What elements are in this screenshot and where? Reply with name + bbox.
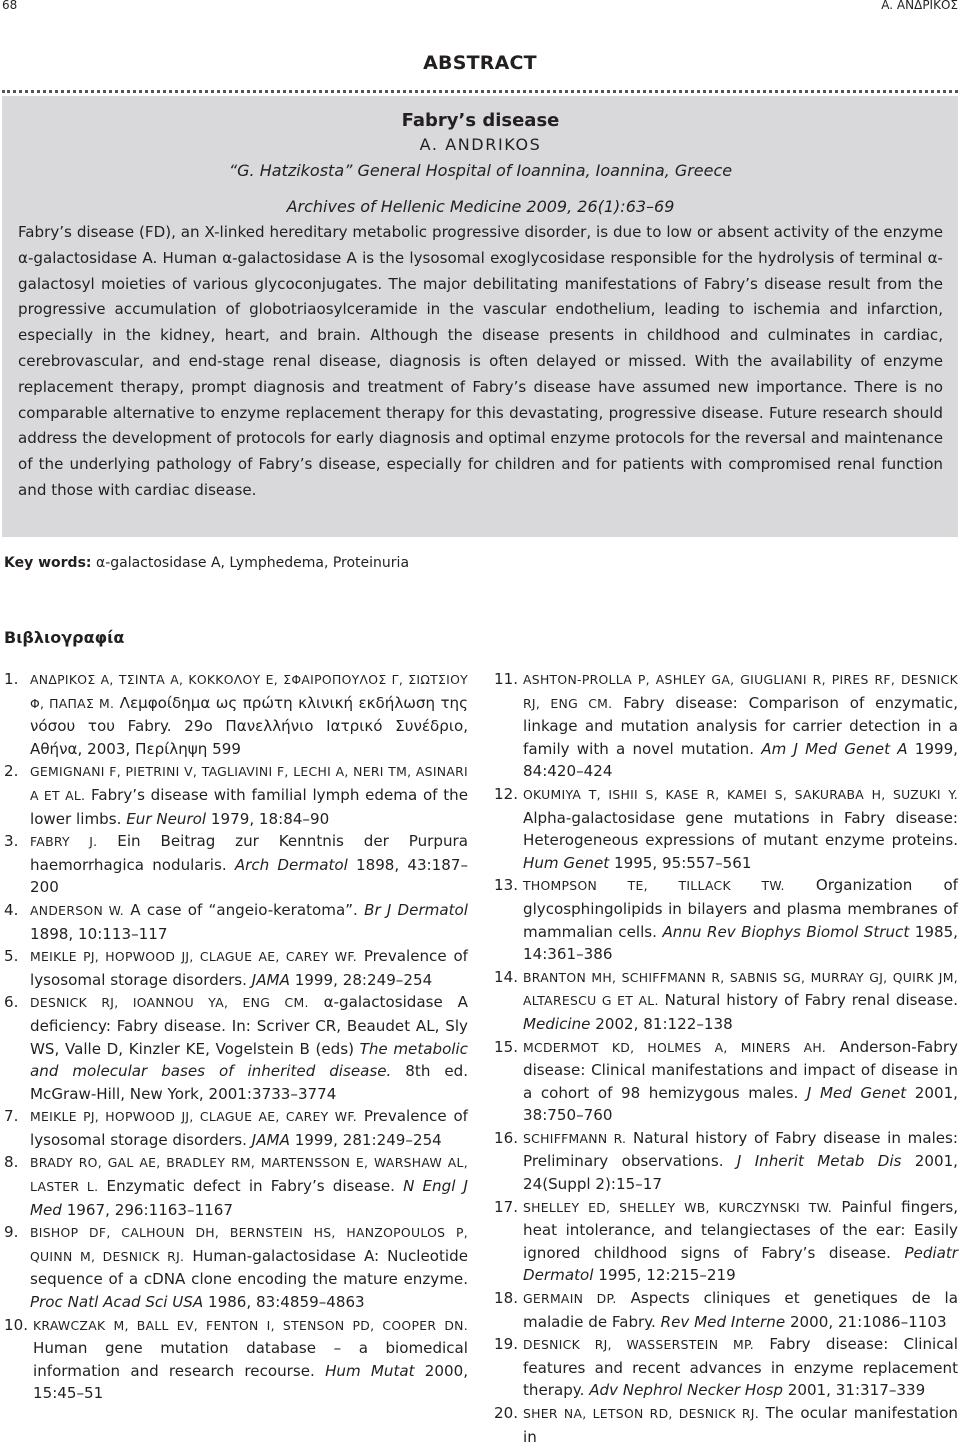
reference-item	[494, 1196, 958, 1287]
reference-details: 1999, 84:420–424	[523, 739, 958, 781]
reference-details: 1967, 296:1163–1167	[66, 1200, 233, 1219]
reference-number: 12.	[494, 784, 519, 803]
reference-journal: N Engl J Med	[30, 1177, 468, 1219]
reference-title: Fabry’s disease with familial lymph edema of the lower limbs.	[30, 785, 468, 828]
reference-details: 1995, 95:557–561	[613, 853, 752, 872]
reference-journal: Adv Nephrol Necker Hosp	[589, 1381, 783, 1400]
reference-details: 2000, 21:1086–1103	[789, 1312, 947, 1331]
reference-authors: MCDERMOT KD, HOLMES A, MINERS AH.	[523, 1039, 826, 1055]
keywords-label: Key words:	[4, 555, 92, 571]
keywords	[4, 554, 409, 572]
reference-number: 2.	[4, 762, 19, 781]
reference-details: 1999, 281:249–254	[294, 1130, 442, 1149]
reference-details: 2001, 31:317–339	[787, 1381, 926, 1400]
reference-title: A case of “angeio-keratoma”.	[130, 900, 358, 919]
reference-authors: BRANTON MH, SCHIFFMANN R, SABNIS SG, MURRAY GJ, QUIRK JM, ALTARESCU G ET AL.	[523, 969, 958, 1009]
reference-title: Enzymatic defect in Fabry’s disease.	[106, 1177, 395, 1196]
running-header	[0, 0, 960, 14]
reference-authors: SHER NA, LETSON RD, DESNICK RJ.	[523, 1406, 759, 1421]
reference-title: Ein Beitrag zur Kenntnis der Purpura haemorrhagica nodularis.	[30, 832, 468, 874]
reference-details: 1985, 14:361–386	[523, 922, 958, 964]
reference-journal: Hum Mutat	[325, 1361, 415, 1380]
reference-number: 6.	[4, 993, 19, 1012]
reference-title: Natural history of Fabry disease in males: Preliminary observations.	[523, 1128, 958, 1171]
reference-item	[4, 1151, 468, 1221]
reference-details: 2001, 38:750–760	[523, 1083, 958, 1125]
reference-authors: DESNICK RJ, WASSERSTEIN MP.	[523, 1337, 755, 1353]
reference-number: 5.	[4, 947, 19, 966]
keywords-value: α-galactosidase A, Lymphedema, Proteinuria	[95, 555, 410, 571]
reference-title: Organization of glycosphingolipids in bilayers and plasma membranes of mammalian cells.	[523, 876, 958, 941]
reference-item	[4, 991, 468, 1105]
reference-journal: The metabolic and molecular bases of inherited disease.	[30, 1039, 468, 1081]
reference-title: Alpha-galactosidase gene mutations in Fabry disease: Heterogeneous expressions of mutant enzyme proteins.	[523, 808, 958, 850]
reference-title: Prevalence of lysosomal storage disorders.	[30, 947, 468, 989]
reference-journal: Hum Genet	[523, 853, 610, 872]
reference-number: 1.	[4, 670, 19, 688]
reference-item	[494, 1402, 958, 1448]
reference-authors: DESNICK RJ, IOANNOU YA, ENG CM.	[30, 995, 309, 1011]
reference-number: 16.	[494, 1128, 519, 1147]
page-number: 68	[2, 0, 18, 12]
reference-journal: J Inherit Metab Dis	[736, 1152, 902, 1171]
reference-details: 1898, 10:113–117	[30, 924, 168, 943]
reference-authors: SCHIFFMANN R.	[523, 1130, 627, 1146]
article-affiliation: “G. Hatzikosta” General Hospital of Ioannina, Ioannina, Greece	[228, 161, 733, 180]
reference-journal: Annu Rev Biophys Biomol Struct	[662, 922, 910, 941]
reference-item	[494, 966, 958, 1036]
references-column-right	[494, 668, 958, 1448]
reference-authors: ANDERSON W.	[30, 902, 125, 918]
reference-item	[494, 783, 958, 874]
reference-journal: Br J Dermatol	[364, 900, 468, 919]
reference-item	[4, 1221, 468, 1313]
reference-number: 10.	[4, 1315, 29, 1334]
reference-authors: ΑΝΔΡΙΚΟΣ Α, ΤΣΙΝΤΑ Α, ΚΟΚΚΟΛΟΥ Ε, ΣΦΑΙΡΟΠΟΥΛΟΣ Γ, ΣΙΩΤΣΙΟΥ Φ, ΠΑΠΑΣ Μ.	[30, 672, 468, 711]
article-author: A. ANDRIKOS	[419, 135, 542, 154]
references-heading: Βιβλιογραφία	[4, 628, 125, 647]
reference-details: 2002, 81:122–138	[595, 1014, 733, 1033]
abstract-text: Fabry’s disease (FD), an X-linked hereditary metabolic progressive disorder, is due to low or absent activity of the enzyme α-galactosidase A. Human α-galactosidase A is the lysosomal exoglycosidase responsible for the hydrolysis of terminal α-galactosyl moieties of various glycoconjugates. The major debilitating manifestations of Fabry’s disease result from the progressive accumulation of globotriaosylceramide in the vascular endothelium, leading to ischemia and infarction, especially in the kidney, heart, and brain. Although the disease presents in childhood and culminates in cardiac, cerebrovascular, and end-stage renal disease, diagnosis is often delayed or missed. With the availability of enzyme replacement therapy, prompt diagnosis and treatment of Fabry’s disease have assumed new importance. There is no comparable alternative to enzyme replacement therapy for this devastating, progressive disease. Future research should address the development of protocols for early diagnosis and optimal enzyme protocols for the reversal and maintenance of the underlying pathology of Fabry’s disease, especially for children and for patients with compromised renal function and those with cardiac disease.	[18, 223, 943, 499]
reference-number: 7.	[4, 1107, 19, 1126]
reference-title: Painful fingers, heat intolerance, and telangiectases of the ear: Easily ignored childhood signs of Fabry’s disease.	[523, 1197, 958, 1262]
reference-authors: MEIKLE PJ, HOPWOOD JJ, CLAGUE AE, CAREY WF.	[30, 1109, 358, 1125]
reference-authors: MEIKLE PJ, HOPWOOD JJ, CLAGUE AE, CAREY WF.	[30, 949, 358, 965]
reference-title: Fabry disease: Clinical features and recent advances in enzyme replacement therapy.	[523, 1335, 958, 1400]
reference-title: Human gene mutation database – a biomedical information and research recourse.	[33, 1339, 468, 1380]
reference-details: 8th ed. McGraw-Hill, New York, 2001:3733–3774	[30, 1062, 468, 1103]
reference-details: 1898, 43:187–200	[30, 855, 468, 897]
reference-authors: SHELLEY ED, SHELLEY WB, KURCZYNSKI TW.	[523, 1199, 832, 1215]
reference-item	[4, 760, 468, 830]
reference-item	[4, 1105, 468, 1151]
reference-authors: FABRY J.	[30, 834, 98, 850]
reference-title: Anderson-Fabry disease: Clinical manifestations and impact of disease in a cohort of 98 hemizygous males.	[523, 1037, 958, 1102]
reference-journal: Proc Natl Acad Sci USA	[30, 1293, 204, 1312]
reference-number: 9.	[4, 1223, 19, 1242]
reference-journal: Pediatr Dermatol	[523, 1243, 958, 1285]
reference-item	[4, 668, 468, 760]
reference-title: Natural history of Fabry renal disease.	[664, 991, 958, 1010]
abstract-heading: ABSTRACT	[423, 52, 537, 74]
reference-title: Fabry disease: Comparison of enzymatic, linkage and mutation analysis for carrier detection in a family with a novel mutation.	[523, 693, 959, 758]
reference-number: 14.	[494, 967, 519, 986]
reference-journal: Arch Dermatol	[234, 855, 348, 874]
reference-number: 15.	[494, 1037, 519, 1056]
reference-title: Prevalence of lysosomal storage disorders.	[30, 1107, 468, 1149]
reference-authors: BISHOP DF, CALHOUN DH, BERNSTEIN HS, HANZOPOULOS P, QUINN M, DESNICK RJ.	[30, 1225, 468, 1264]
reference-journal: Eur Neurol	[126, 809, 207, 828]
reference-title: Human-galactosidase A: Nucleotide sequence of a cDNA clone encoding the mature enzyme.	[30, 1246, 468, 1289]
reference-number: 20.	[494, 1404, 519, 1422]
reference-authors: BRADY RO, GAL AE, BRADLEY RM, MARTENSSON E, WARSHAW AL, LASTER L.	[30, 1155, 468, 1195]
reference-title: α-galactosidase A deficiency: Fabry disease. In: Scriver CR, Beaudet AL, Sly WS, Valle D, Kinzler KE, Vogelstein B (eds)	[30, 993, 468, 1058]
reference-journal: Medicine	[523, 1014, 591, 1033]
reference-item	[4, 830, 468, 899]
reference-authors: ASHTON-PROLLA P, ASHLEY GA, GIUGLIANI R, PIRES RF, DESNICK RJ, ENG CM.	[523, 672, 958, 711]
reference-authors: KRAWCZAK M, BALL EV, FENTON I, STENSON PD, COOPER DN.	[33, 1317, 468, 1333]
reference-number: 11.	[494, 670, 519, 688]
reference-journal: Rev Med Interne	[660, 1312, 786, 1331]
dotted-divider	[2, 90, 958, 93]
reference-details: 1986, 83:4859–4863	[207, 1293, 365, 1312]
reference-title: Aspects cliniques et genetiques de la maladie de Fabry.	[523, 1289, 958, 1331]
reference-number: 13.	[494, 876, 519, 895]
reference-item	[494, 1287, 958, 1333]
journal-citation: Archives of Hellenic Medicine 2009, 26(1):63–69	[286, 197, 675, 216]
reference-details: 2001, 24(Suppl 2):15–17	[523, 1152, 958, 1194]
reference-title: The ocular manifestation in	[523, 1404, 958, 1446]
reference-number: 17.	[494, 1197, 519, 1216]
reference-number: 19.	[494, 1335, 519, 1354]
references-column-left	[4, 668, 468, 1405]
reference-details: 1995, 12:215–219	[598, 1266, 736, 1285]
reference-item	[4, 1314, 468, 1405]
abstract-box	[2, 96, 958, 537]
reference-title: Λεμφοίδημα ως πρώτη κλινική εκδήλωση της νόσου του Fabry. 29ο Πανελλήνιο Ιατρικό Συνέδριο, Αθήνα, 2003, Περίληψη 599	[30, 693, 468, 758]
reference-number: 8.	[4, 1153, 19, 1172]
reference-details: 1979, 18:84–90	[210, 809, 330, 828]
reference-item	[494, 1333, 958, 1402]
reference-item	[4, 899, 468, 945]
reference-authors: GERMAIN DP.	[523, 1291, 617, 1307]
running-header-author: A. ΑΝΔΡΙΚΟΣ	[881, 0, 958, 12]
reference-item	[494, 1036, 958, 1127]
article-title: Fabry’s disease	[401, 110, 560, 131]
reference-number: 4.	[4, 900, 19, 919]
reference-authors: GEMIGNANI F, PIETRINI V, TAGLIAVINI F, LECHI A, NERI TM, ASINARI A ET AL.	[30, 764, 468, 803]
reference-authors: THOMPSON TE, TILLACK TW.	[523, 878, 785, 894]
reference-journal: JAMA	[251, 1130, 290, 1149]
reference-journal: Am J Med Genet A	[761, 739, 908, 758]
reference-journal: JAMA	[251, 970, 290, 989]
reference-authors: OKUMIYA T, ISHII S, KASE R, KAMEI S, SAKURABA H, SUZUKI Y.	[523, 786, 958, 802]
reference-item	[494, 874, 958, 965]
reference-item	[494, 668, 958, 783]
reference-item	[4, 945, 468, 991]
reference-number: 18.	[494, 1289, 519, 1308]
reference-details: 2000, 15:45–51	[33, 1361, 468, 1403]
reference-item	[494, 1127, 958, 1196]
reference-number: 3.	[4, 832, 19, 851]
reference-details: 1999, 28:249–254	[294, 970, 433, 989]
reference-journal: J Med Genet	[806, 1083, 907, 1102]
